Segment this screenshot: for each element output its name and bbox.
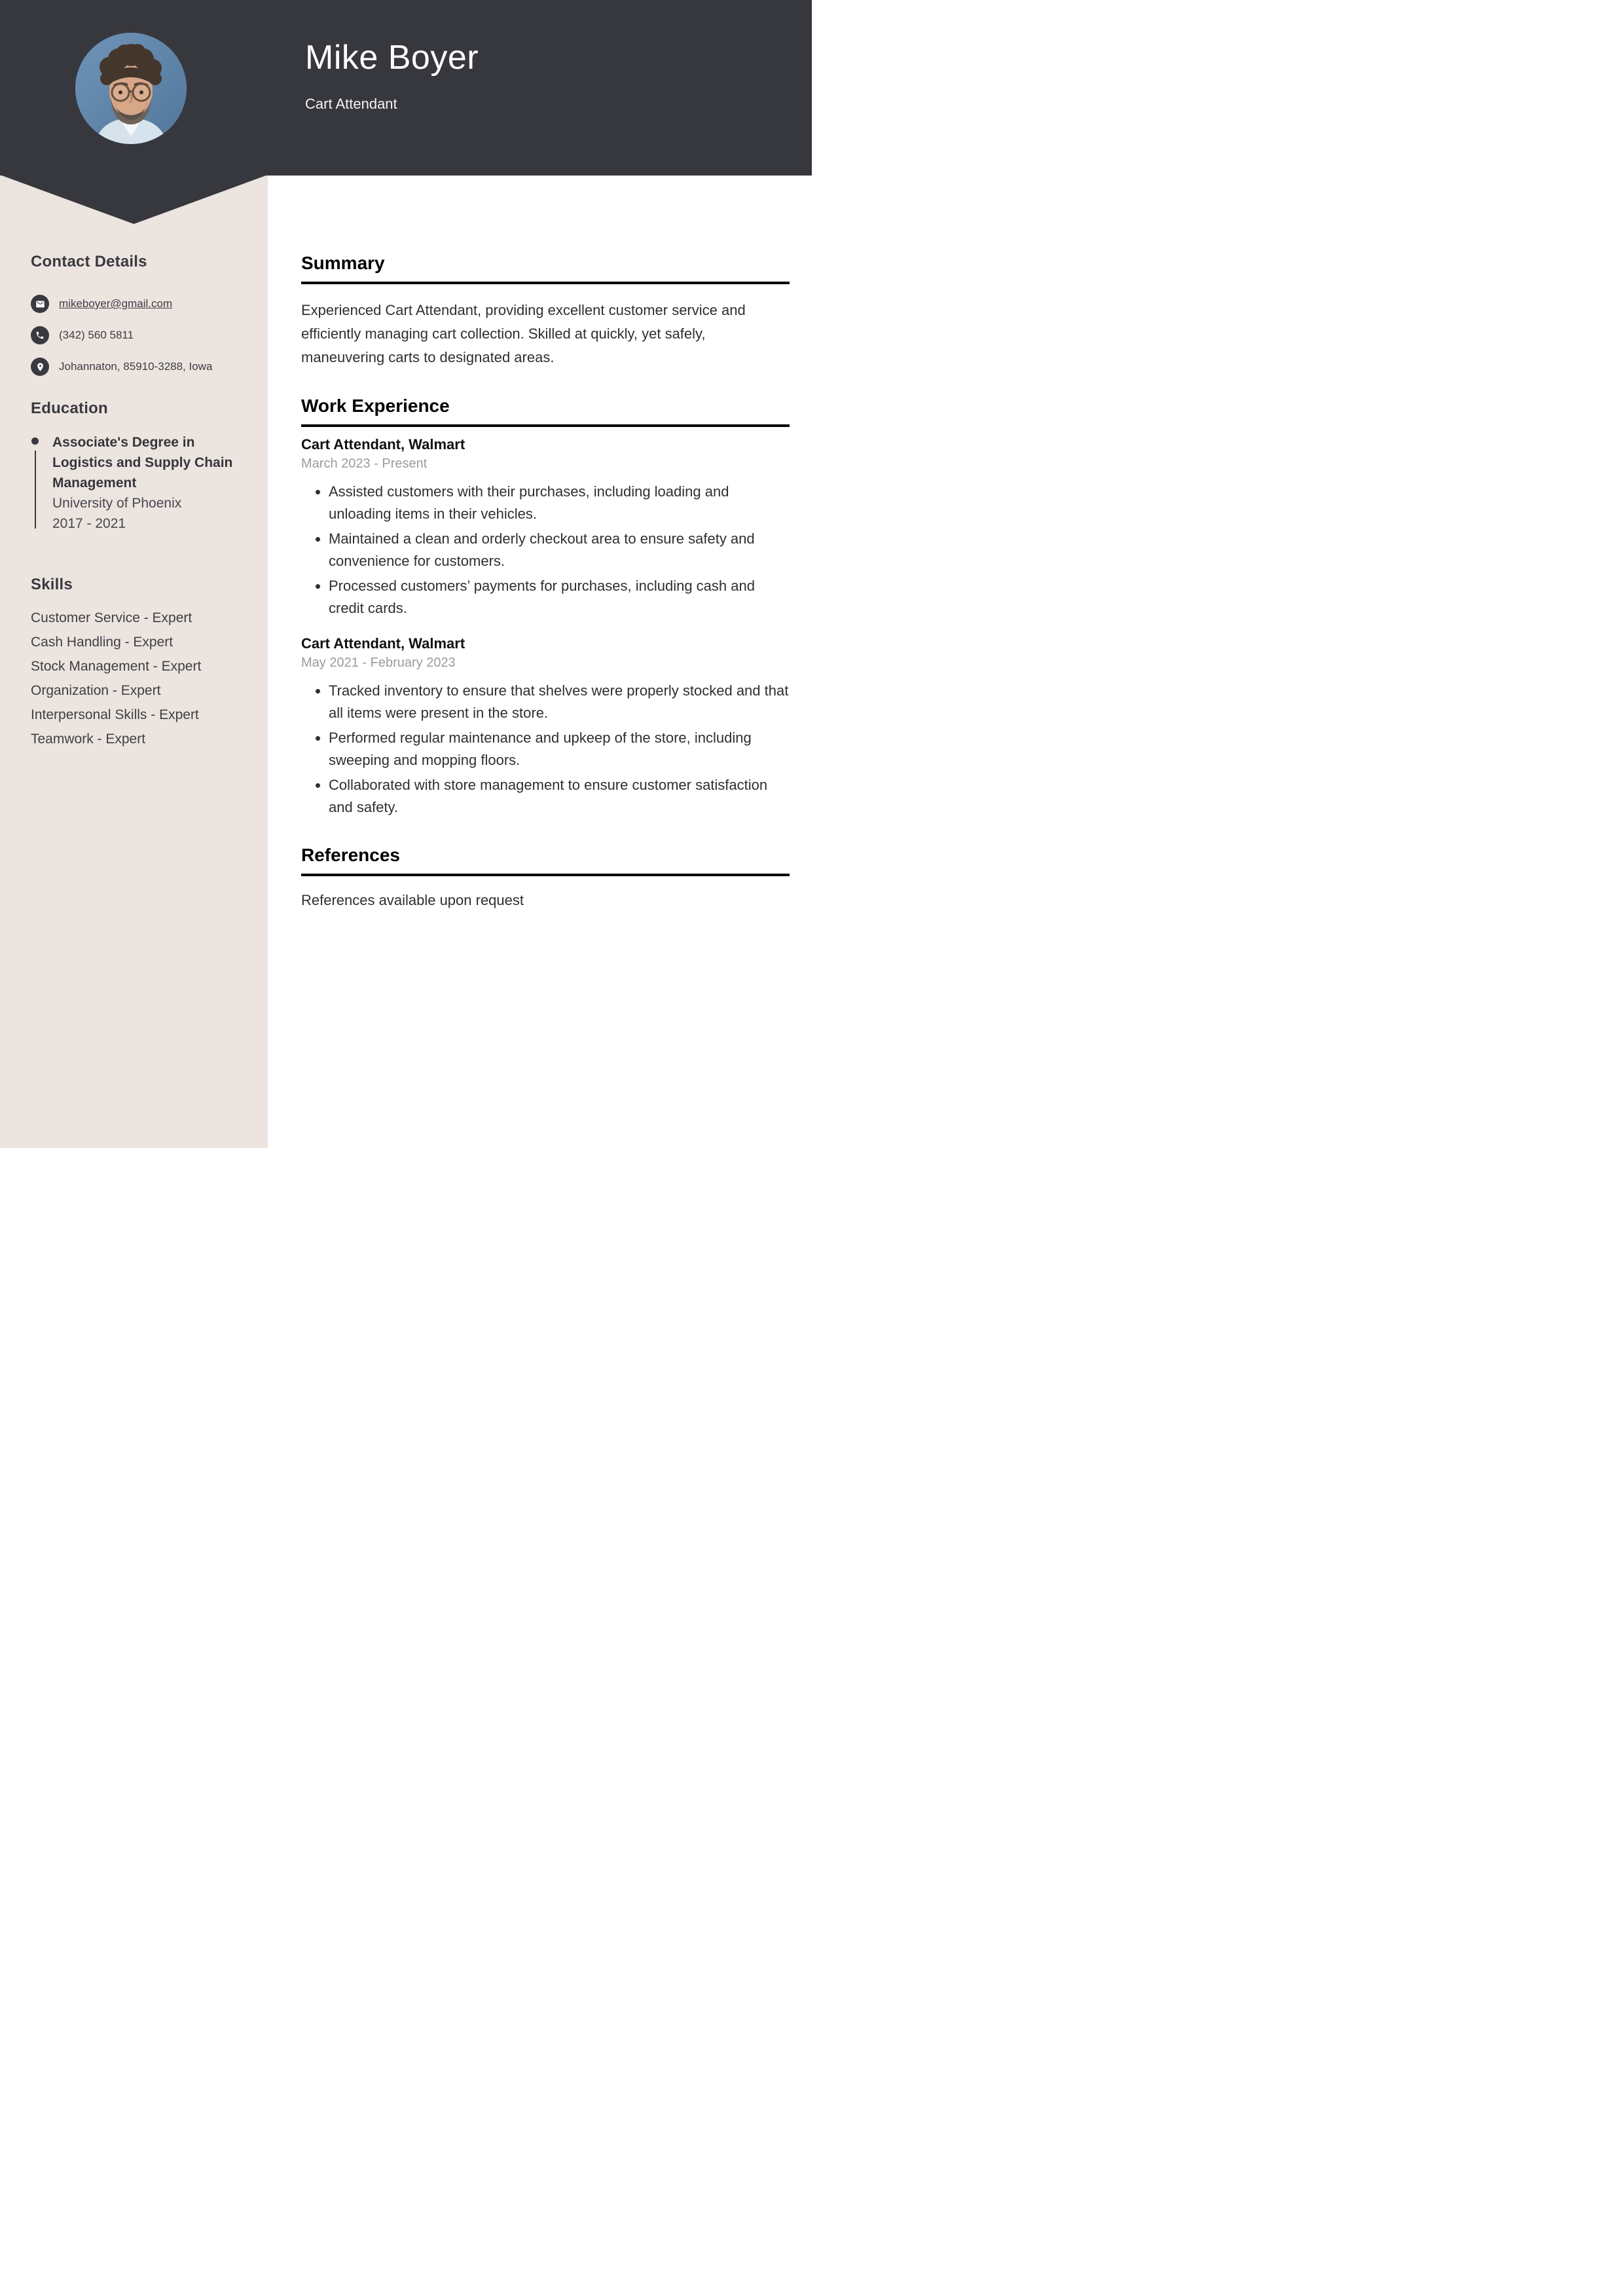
job-dates: May 2021 - February 2023 <box>301 656 456 670</box>
job-title: Cart Attendant, Walmart <box>301 436 465 453</box>
skills-section <box>31 576 244 746</box>
skill-item: Stock Management - Expert <box>31 659 202 674</box>
contact-heading: Contact Details <box>31 253 147 270</box>
contact-list <box>31 295 244 376</box>
job-title: Cart Attendant, Walmart <box>301 635 465 652</box>
phone-icon <box>31 326 49 344</box>
education-heading: Education <box>31 399 108 417</box>
skill-item: Teamwork - Expert <box>31 731 146 747</box>
education-section <box>31 399 244 534</box>
location-icon <box>31 358 49 376</box>
job-bullet: • Processed customers’ payments for purchases, including cash and credit cards. <box>329 575 790 620</box>
education-school: University of Phoenix <box>52 496 182 511</box>
phone-text: (342) 560 5811 <box>59 329 134 341</box>
contact-item-location <box>31 358 244 376</box>
summary-section <box>301 253 790 369</box>
main-content <box>301 224 790 910</box>
email-icon <box>31 295 49 313</box>
references-heading: References <box>301 845 790 876</box>
skills-list <box>31 611 244 746</box>
page-title: Mike Boyer <box>305 39 479 77</box>
skill-item: Interpersonal Skills - Expert <box>31 707 199 722</box>
email-link[interactable]: mikeboyer@gmail.com <box>59 297 173 310</box>
contact-section <box>31 253 244 376</box>
job-bullet: • Maintained a clean and orderly checkout area to ensure safety and convenience for customers. <box>329 528 790 572</box>
job-dates: March 2023 - Present <box>301 456 428 471</box>
references-text: References available upon request <box>301 892 524 908</box>
header <box>0 0 812 176</box>
references-section <box>301 845 790 910</box>
job-bullet: • Collaborated with store management to ensure customer satisfaction and safety. <box>329 774 790 819</box>
education-dates: 2017 - 2021 <box>52 516 126 531</box>
skill-item: Cash Handling - Expert <box>31 635 173 650</box>
job-bullet: • Assisted customers with their purchases, including loading and unloading items in their vehicles. <box>329 481 790 525</box>
job-entry <box>301 635 790 819</box>
resume-page <box>0 0 812 1148</box>
profile-photo <box>75 33 187 144</box>
job-subtitle: Cart Attendant <box>305 96 397 112</box>
skills-heading: Skills <box>31 576 73 593</box>
skill-item: Customer Service - Expert <box>31 610 192 625</box>
contact-item-email <box>31 295 244 313</box>
job-bullet: • Performed regular maintenance and upkeep of the store, including sweeping and mopping floors. <box>329 727 790 771</box>
location-text: Johannaton, 85910-3288, Iowa <box>59 360 213 373</box>
experience-heading: Work Experience <box>301 396 790 427</box>
contact-item-phone <box>31 326 244 344</box>
summary-text: Experienced Cart Attendant, providing excellent customer service and efficiently managing cart collection. Skilled at quickly, yet safely, maneuvering carts to designated areas. <box>301 302 746 365</box>
job-entry <box>301 436 790 620</box>
summary-heading: Summary <box>301 253 790 284</box>
experience-section <box>301 396 790 819</box>
education-entry <box>31 432 244 534</box>
header-text <box>305 38 479 113</box>
job-bullet-list <box>301 680 790 819</box>
job-bullet-list <box>301 481 790 620</box>
job-bullet: • Tracked inventory to ensure that shelves were properly stocked and that all items were present in the store. <box>329 680 790 724</box>
skill-item: Organization - Expert <box>31 683 161 698</box>
education-degree: Associate's Degree in Logistics and Supply Chain Management <box>52 435 233 491</box>
